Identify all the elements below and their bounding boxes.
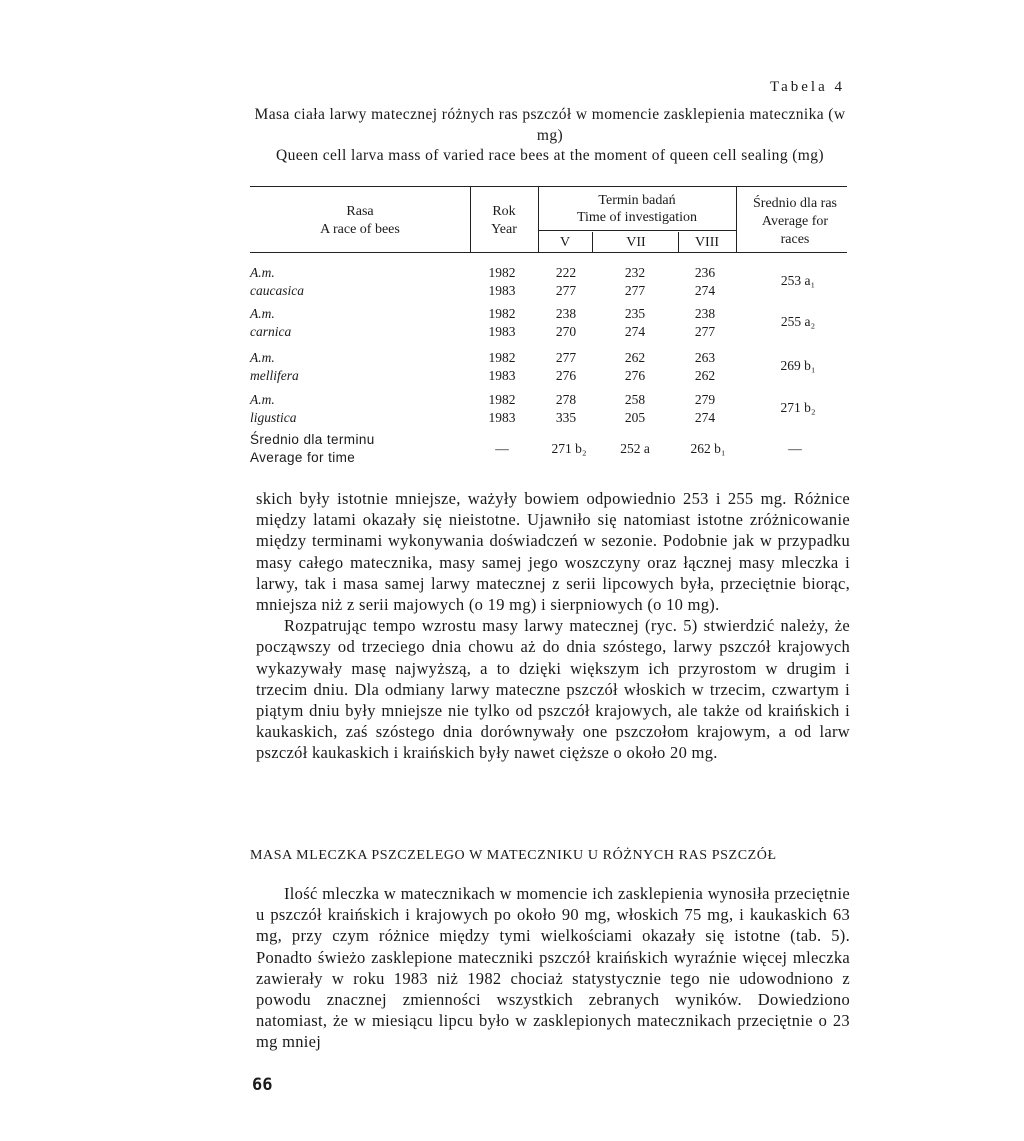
footer-label-en: Average for time	[250, 450, 356, 465]
cell-race-average: 269 b₁	[780, 358, 816, 373]
header-term-en: Time of investigation	[576, 210, 698, 225]
row-year: 1983	[488, 410, 516, 425]
cell-vii: 277	[624, 283, 646, 298]
caption-polish: Masa ciała larwy matecznej różnych ras pszczół w momencie zasklepienia matecznika (w mg)	[254, 106, 846, 144]
col-divider-vii-viii	[678, 232, 679, 252]
row-year: 1983	[488, 283, 516, 298]
cell-viii: 279	[694, 392, 716, 407]
cell-race-average: 271 b₂	[780, 400, 816, 415]
page-number: 66	[252, 1075, 273, 1095]
header-term-pl: Termin badań	[598, 193, 676, 208]
paragraph: skich były istotnie mniejsze, ważyły bowiem odpowiednio 253 i 255 mg. Różnice między latami okazały się nieistotne. Ujawniło się natomiast istotne zróżnicowanie między terminami wykonywania doświadczeń w sezonie. Podobnie jak w przypadku masy całego matecznika, masy samej jego woszczyny oraz łącznej masy mleczka i larwy, tak i masa samej larwy matecznej z serii lipcowych była, przeciętnie biorąc, mniejsza niż z serii majowych (o 19 mg) i sierpniowych (o 10 mg).	[256, 489, 850, 615]
cell-viii: 277	[694, 324, 716, 339]
cell-vii: 258	[624, 392, 646, 407]
section-heading: MASA MLECZKA PSZCZELEGO W MATECZNIKU U RÓŻNYCH RAS PSZCZÓŁ	[250, 848, 777, 863]
col-divider-avg	[736, 187, 737, 253]
row-race-genus: A.m.	[250, 265, 275, 280]
row-year: 1982	[488, 350, 516, 365]
header-year-en: Year	[491, 222, 517, 237]
row-year: 1982	[488, 306, 516, 321]
footer-viii: 262 b₁	[690, 441, 726, 456]
header-month-vii: VII	[626, 235, 646, 250]
cell-v: 277	[555, 350, 577, 365]
header-year-pl: Rok	[492, 204, 516, 219]
header-month-viii: VIII	[694, 235, 720, 250]
col-divider-year	[538, 187, 539, 253]
cell-v: 277	[555, 283, 577, 298]
cell-v: 238	[555, 306, 577, 321]
footer-label-pl: Średnio dla terminu	[250, 432, 375, 447]
row-year: 1982	[488, 392, 516, 407]
table-label: Tabela 4	[770, 79, 846, 95]
cell-viii: 236	[694, 265, 716, 280]
row-race-genus: A.m.	[250, 392, 275, 407]
row-race-species: caucasica	[250, 283, 304, 298]
col-divider-race	[470, 187, 471, 253]
cell-viii: 274	[694, 283, 716, 298]
row-race-genus: A.m.	[250, 350, 275, 365]
table-header-rule	[250, 252, 847, 253]
cell-race-average: 255 a₂	[780, 314, 816, 329]
caption-english: Queen cell larva mass of varied race bees at the moment of queen cell sealing (mg)	[276, 147, 824, 164]
term-subheader-rule	[538, 230, 736, 231]
cell-v: 276	[555, 368, 577, 383]
col-divider-v-vii	[592, 232, 593, 252]
paragraph: Ilość mleczka w matecznikach w momencie ich zasklepienia wynosiła przeciętnie u pszczół kraińskich i krajowych po około 90 mg, włoskich 75 mg, i kaukaskich 63 mg, przy czym różnice między tymi wielkościami okazały się istotne (tab. 5). Ponadto świeżo zasklepione mateczniki pszczół kraińskich wyraźnie więcej mleczka zawierały w roku 1983 niż 1982 chociaż statystycznie tego nie udowodniono z powodu znacznej zmienności wszystkich zebranych wyników. Dowiedziono natomiast, że w miesiącu lipcu było w zasklepionych matecznikach przeciętnie o 23 mg mniej	[256, 884, 850, 1052]
cell-viii: 274	[694, 410, 716, 425]
footer-vii: 252 a	[620, 441, 650, 456]
table-top-rule	[250, 186, 847, 187]
header-avg-pl: Średnio dla ras	[753, 196, 837, 211]
cell-race-average: 253 a₁	[780, 273, 816, 288]
body-text-lower	[256, 883, 850, 1053]
header-race-pl: Rasa	[346, 204, 374, 219]
cell-vii: 276	[624, 368, 646, 383]
cell-v: 222	[555, 265, 577, 280]
header-avg-en: Average for	[761, 214, 829, 229]
cell-viii: 262	[694, 368, 716, 383]
header-avg-en-2: races	[780, 232, 810, 247]
row-year: 1983	[488, 368, 516, 383]
cell-viii: 263	[694, 350, 716, 365]
row-race-genus: A.m.	[250, 306, 275, 321]
header-race-en: A race of bees	[320, 222, 400, 237]
cell-vii: 232	[624, 265, 646, 280]
cell-vii: 274	[624, 324, 646, 339]
cell-v: 270	[555, 324, 577, 339]
cell-vii: 262	[624, 350, 646, 365]
row-race-species: mellifera	[250, 368, 299, 383]
cell-vii: 205	[624, 410, 646, 425]
row-year: 1982	[488, 265, 516, 280]
paragraph: Rozpatrując tempo wzrostu masy larwy matecznej (ryc. 5) stwierdzić należy, że począwszy od trzeciego dnia chowu aż do dnia szóstego, larwy pszczół krajowych wykazywały masę najwyższą, a to dzięki większym ich przyrostom w drugim i trzecim dniu. Dla odmiany larwy mateczne pszczół włoskich w trzecim, czwartym i piątym dniu były mniejsze nie tylko od pszczół krajowych, ale także od kraińskich i kaukaskich, zaś szóstego dnia dorównywały one pszczołom krajowym, a od larw pszczół kaukaskich i kraińskich były nawet cięższe o około 20 mg.	[256, 616, 850, 763]
row-race-species: ligustica	[250, 410, 297, 425]
footer-average: —	[788, 441, 802, 456]
cell-v: 335	[555, 410, 577, 425]
body-text-upper	[256, 488, 850, 764]
row-year: 1983	[488, 324, 516, 339]
cell-vii: 235	[624, 306, 646, 321]
cell-viii: 238	[694, 306, 716, 321]
cell-v: 278	[555, 392, 577, 407]
footer-v: 271 b₂	[551, 441, 587, 456]
row-race-species: carnica	[250, 324, 292, 339]
footer-year: —	[495, 441, 509, 456]
header-month-v: V	[559, 235, 571, 250]
